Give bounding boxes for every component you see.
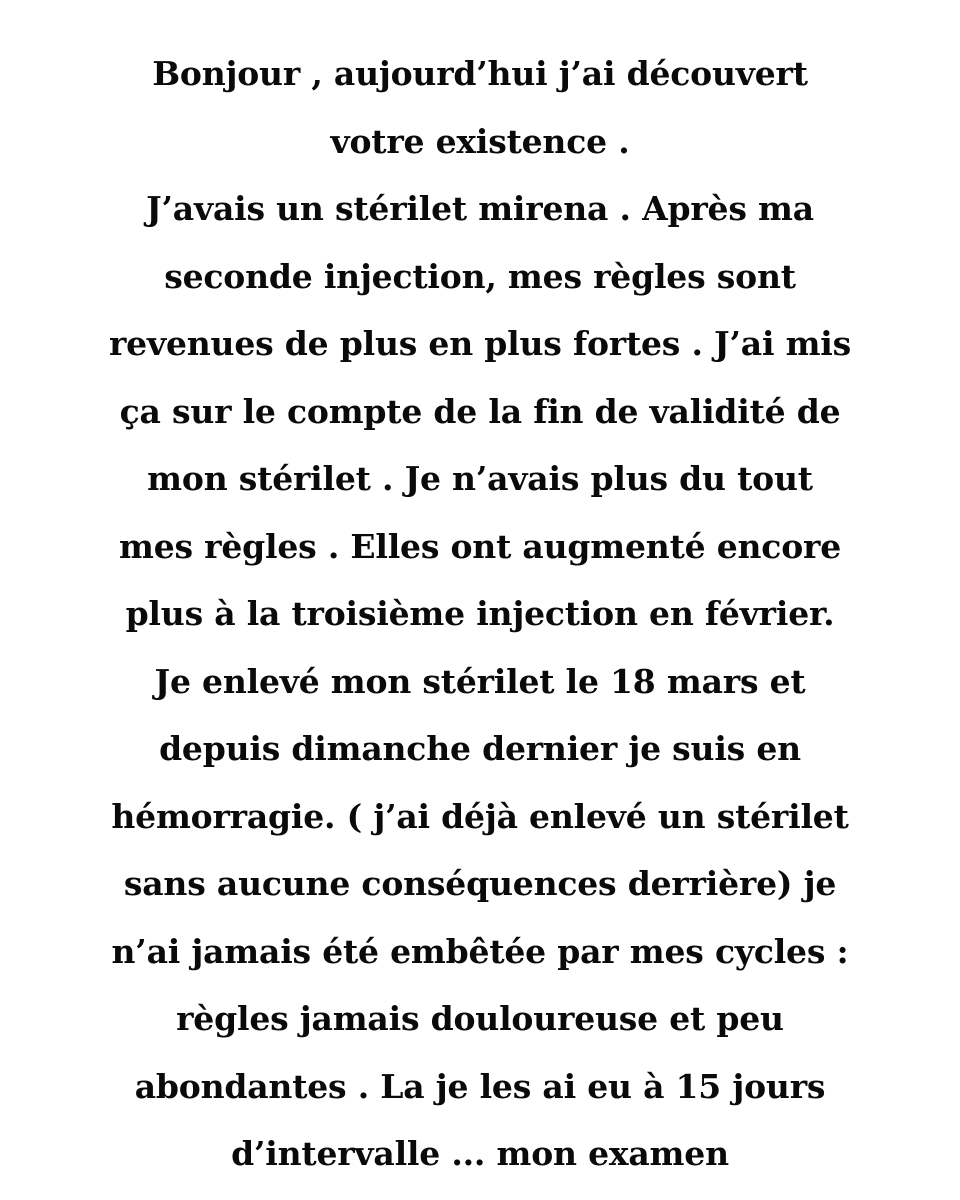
text-line: ça sur le compte de la fin de validité de [119, 391, 841, 431]
text-line: votre existence . [330, 121, 630, 161]
text-line: J’avais un stérilet mirena . Après ma [146, 189, 814, 228]
text-line: seconde injection, mes règles sont [164, 256, 796, 296]
text-line: règles jamais douloureuse et peu [176, 999, 784, 1038]
text-line: Je enlevé mon stérilet le 18 mars et [154, 661, 806, 701]
message-text [40, 40, 920, 1188]
text-line: plus à la troisième injection en février. [125, 594, 835, 633]
text-line: Bonjour , aujourd’hui j’ai découvert [152, 54, 808, 93]
text-line: mon stérilet . Je n’avais plus du tout [147, 459, 813, 498]
text-line: d’intervalle ... mon examen [231, 1134, 729, 1173]
text-line: abondantes . La je les ai eu à 15 jours [134, 1066, 826, 1106]
text-line: mes règles . Elles ont augmenté encore [119, 526, 841, 566]
text-line: n’ai jamais été embêtée par mes cycles : [111, 931, 849, 971]
text-line: revenues de plus en plus fortes . J’ai mis [109, 324, 851, 363]
text-line: hémorragie. ( j’ai déjà enlevé un stérilet [111, 796, 849, 836]
text-line: depuis dimanche dernier je suis en [159, 729, 801, 768]
text-line: sans aucune conséquences derrière) je [123, 864, 837, 903]
